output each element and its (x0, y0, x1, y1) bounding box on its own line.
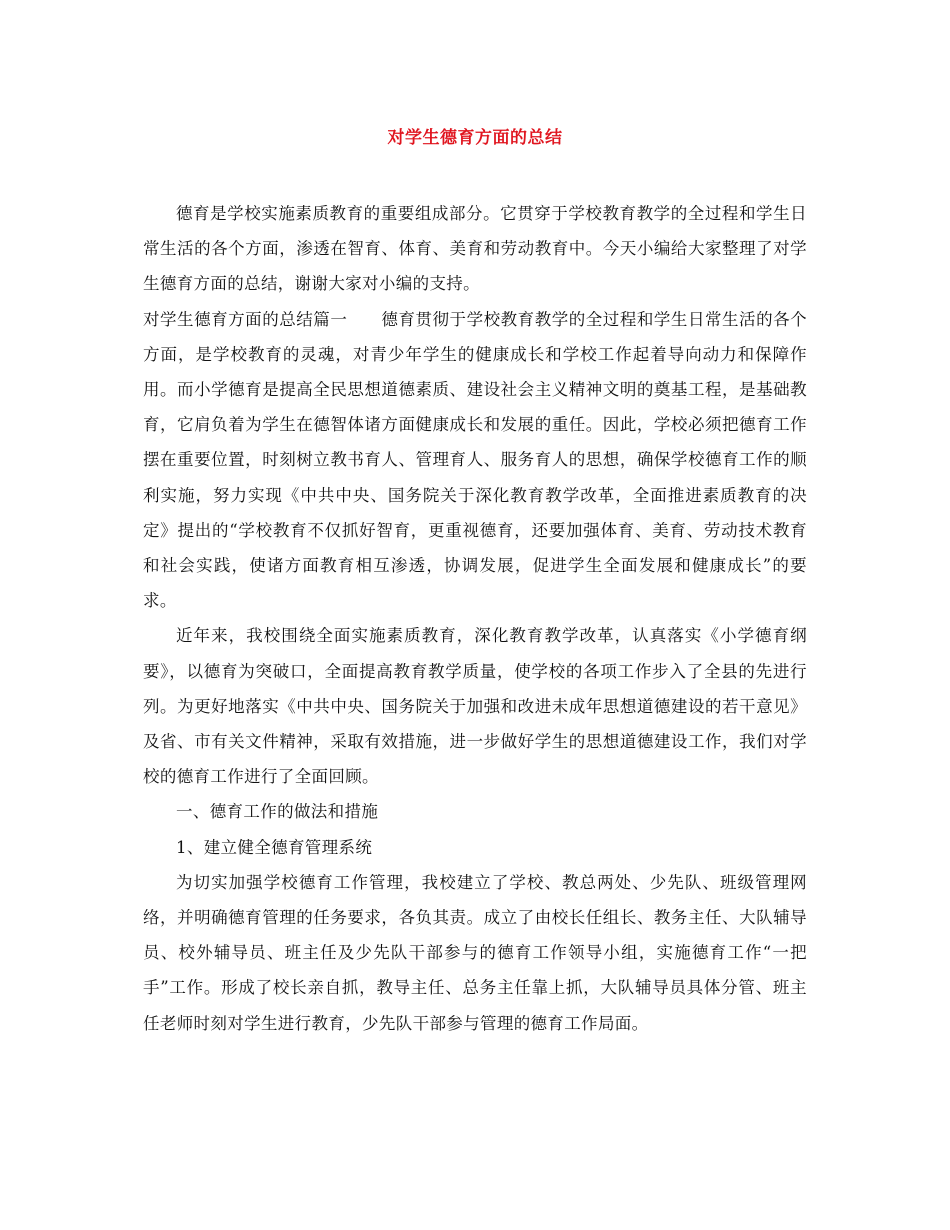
heading-practices: 一、德育工作的做法和措施 (176, 802, 379, 822)
recent-years-paragraph: 近年来，我校围绕全面实施素质教育，深化教育教学改革，认真落实《小学德育纲要》，以德育为突破口，全面提高教育教学质量，使学校的各项工作步入了全县的先进行列。为更好地落实《中共中央、国务院关于加强和改进未成年思想道德建设的若干意见》及省、市有关文件精神，采取有效措施，进一步做好学生的思想道德建设工作，我们对学校的德育工作进行了全面回顾。 (143, 626, 807, 787)
document-title: 对学生德育方面的总结 (387, 128, 563, 148)
intro-paragraph: 德育是学校实施素质教育的重要组成部分。它贯穿于学校教育教学的全过程和学生日常生活的各个方面，渗透在智育、体育、美育和劳动教育中。今天小编给大家整理了对学生德育方面的总结，谢谢大家对小编的支持。 (143, 204, 807, 294)
management-paragraph: 为切实加强学校德育工作管理，我校建立了学校、教总两处、少先队、班级管理网络，并明确德育管理的任务要求，各负其责。成立了由校长任组长、教务主任、大队辅导员、校外辅导员、班主任及少先队干部参与的德育工作领导小组，实施德育工作“一把手”工作。形成了校长亲自抓，教导主任、总务主任靠上抓，大队辅导员具体分管、班主任老师时刻对学生进行教育，少先队干部参与管理的德育工作局面。 (143, 872, 807, 1033)
section-one-paragraph: 对学生德育方面的总结篇一 德育贯彻于学校教育教学的全过程和学生日常生活的各个方面，是学校教育的灵魂，对青少年学生的健康成长和学校工作起着导向动力和保障作用。而小学德育是提高全民思想道德素质、建设社会主义精神文明的奠基工程，是基础教育，它肩负着为学生在德智体诸方面健康成长和发展的重任。因此，学校必须把德育工作摆在重要位置，时刻树立教书育人、管理育人、服务育人的思想，确保学校德育工作的顺利实施，努力实现《中共中央、国务院关于深化教育教学改革，全面推进素质教育的决定》提出的“学校教育不仅抓好智育，更重视德育，还要加强体育、美育、劳动技术教育和社会实践，使诸方面教育相互渗透，协调发展，促进学生全面发展和健康成长”的要求。 (143, 309, 807, 611)
heading-management-system: 1、建立健全德育管理系统 (176, 837, 373, 857)
document-page (143, 118, 807, 1041)
